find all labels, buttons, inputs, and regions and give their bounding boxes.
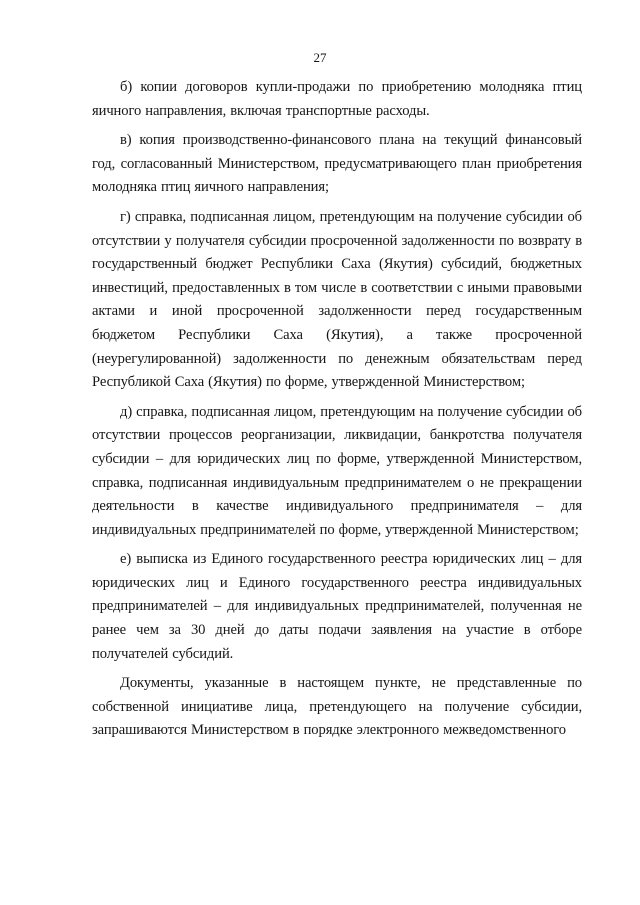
paragraph-g: г) справка, подписанная лицом, претендующим на получение субсидии об отсутствии у получателя субсидии просроченной задолженности по возврату в государственный бюджет Республики Саха (Якутия) субсидий, бюджетных инвестиций, предоставленных в том числе в соответствии с иными правовыми актами и иной просроченной задолженности перед государственным бюджетом Республики Саха (Якутия), а также просроченной (неурегулированной) задолженности по денежным обязательствам перед Республикой Саха (Якутия) по форме, утвержденной Министерством; [92,208,582,391]
document-body [92,76,582,749]
paragraph-v: в) копия производственно-финансового плана на текущий финансовый год, согласованный Министерством, предусматривающего план приобретения молодняка птиц яичного направления; [92,132,582,196]
paragraph-b: б) копии договоров купли-продажи по приобретению молодняка птиц яичного направления, включая транспортные расходы. [92,79,582,119]
paragraph-e: е) выписка из Единого государственного реестра юридических лиц – для юридических лиц и Единого государственного реестра индивидуальных предпринимателей – для индивидуальных предпринимателей, полученная не ранее чем за 30 дней до даты подачи заявления на участие в отборе получателей субсидий. [92,551,582,662]
paragraph-documents: Документы, указанные в настоящем пункте, не представленные по собственной инициативе лица, претендующего на получение субсидии, запрашиваются Министерством в порядке электронного межведомственного [92,675,582,739]
page-number: 27 [313,50,327,65]
paragraph-d: д) справка, подписанная лицом, претендующим на получение субсидии об отсутствии процессов реорганизации, ликвидации, банкротства получателя субсидии – для юридических лиц по форме, утвержденной Министерством, справка, подписанная индивидуальным предпринимателем о не прекращении деятельности в качестве индивидуального предпринимателя – для индивидуальных предпринимателей по форме, утвержденной Министерством; [92,403,582,538]
